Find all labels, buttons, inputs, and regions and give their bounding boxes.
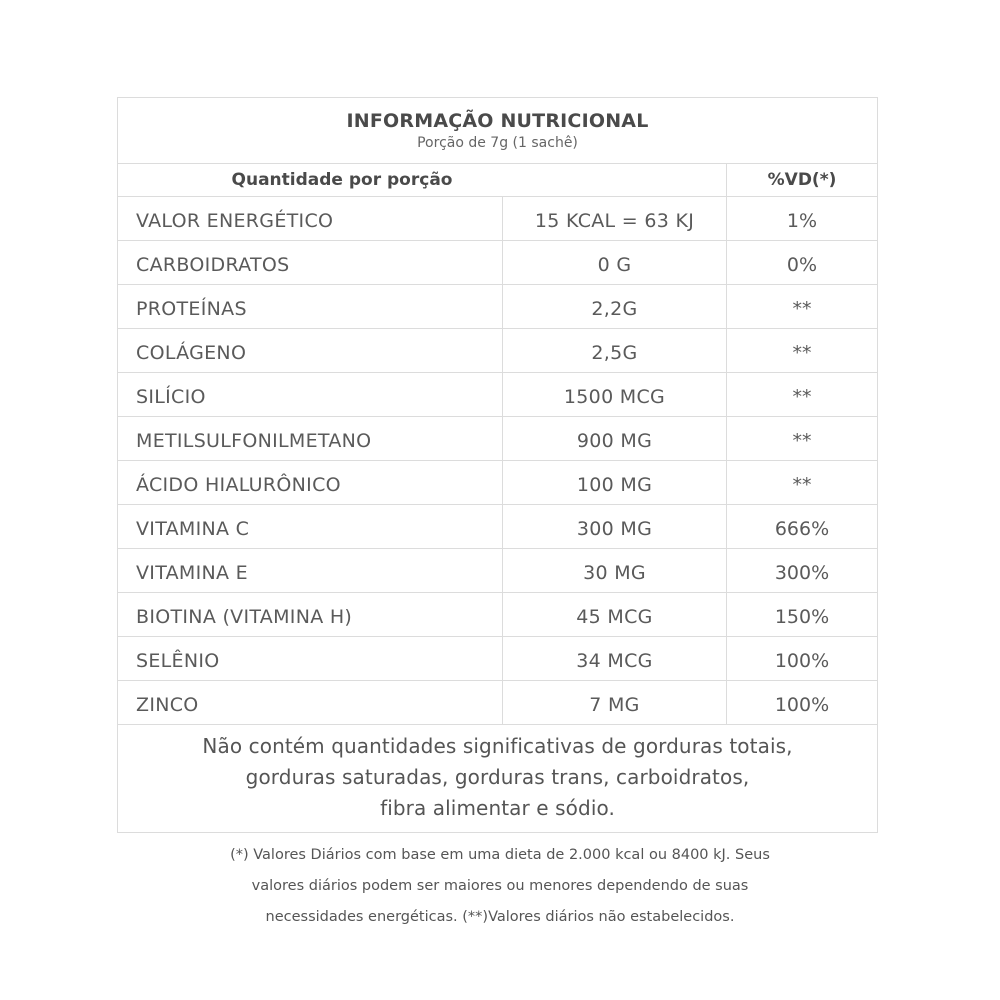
nutrient-name: VALOR ENERGÉTICO <box>118 197 503 240</box>
nutrient-name: SELÊNIO <box>118 637 503 680</box>
table-row <box>118 681 877 725</box>
nutrition-facts-table <box>117 97 878 833</box>
table-row <box>118 373 877 417</box>
nutrient-quantity: 45 MCG <box>503 593 727 636</box>
table-row <box>118 285 877 329</box>
nutrient-quantity: 2,2G <box>503 285 727 328</box>
table-row <box>118 461 877 505</box>
nutrient-name: VITAMINA E <box>118 549 503 592</box>
nutrient-quantity: 0 G <box>503 241 727 284</box>
no-significant-amounts-note <box>118 725 877 832</box>
nutrient-name: PROTEÍNAS <box>118 285 503 328</box>
nutrient-name: SILÍCIO <box>118 373 503 416</box>
nutrient-name: ÁCIDO HIALURÔNICO <box>118 461 503 504</box>
nutrient-daily-value: ** <box>792 474 812 496</box>
table-row <box>118 329 877 373</box>
footnote-line: valores diários podem ser maiores ou menores dependendo de suas <box>251 878 749 894</box>
nutrient-quantity: 7 MG <box>503 681 727 724</box>
nutrient-quantity: 30 MG <box>503 549 727 592</box>
nutrient-name: CARBOIDRATOS <box>118 241 503 284</box>
note-line: gorduras saturadas, gorduras trans, carboidratos, <box>245 765 750 789</box>
column-header-quantity: Quantidade por porção <box>118 164 727 196</box>
table-title-block <box>118 98 877 164</box>
nutrient-name: VITAMINA C <box>118 505 503 548</box>
column-header-daily-value: %VD(*) <box>767 170 837 190</box>
table-row <box>118 241 877 285</box>
table-row <box>118 417 877 461</box>
footnote-line: necessidades energéticas. (**)Valores diários não estabelecidos. <box>265 909 735 925</box>
nutrient-daily-value: 666% <box>774 518 830 540</box>
nutrient-quantity: 900 MG <box>503 417 727 460</box>
nutrient-daily-value: 0% <box>786 254 818 276</box>
nutrient-daily-value: 100% <box>774 650 830 672</box>
serving-size: Porção de 7g (1 sachê) <box>417 135 578 151</box>
table-row <box>118 637 877 681</box>
nutrient-name: METILSULFONILMETANO <box>118 417 503 460</box>
nutrient-daily-value: 1% <box>786 210 818 232</box>
nutrient-name: ZINCO <box>118 681 503 724</box>
nutrient-daily-value: ** <box>792 430 812 452</box>
nutrient-daily-value: 300% <box>774 562 830 584</box>
note-line: Não contém quantidades significativas de gorduras totais, <box>202 734 793 758</box>
table-row <box>118 593 877 637</box>
nutrient-daily-value: ** <box>792 386 812 408</box>
nutrient-daily-value: 150% <box>774 606 830 628</box>
footnote-line: (*) Valores Diários com base em uma dieta de 2.000 kcal ou 8400 kJ. Seus <box>230 847 770 863</box>
nutrient-daily-value: ** <box>792 298 812 320</box>
note-line: fibra alimentar e sódio. <box>380 796 615 820</box>
nutrient-quantity: 15 KCAL = 63 KJ <box>503 197 727 240</box>
nutrient-quantity: 300 MG <box>503 505 727 548</box>
column-header-row <box>118 164 877 197</box>
nutrient-daily-value: 100% <box>774 694 830 716</box>
nutrient-name: BIOTINA (VITAMINA H) <box>118 593 503 636</box>
nutrient-quantity: 34 MCG <box>503 637 727 680</box>
nutrient-quantity: 100 MG <box>503 461 727 504</box>
table-title: INFORMAÇÃO NUTRICIONAL <box>346 110 649 132</box>
table-row <box>118 549 877 593</box>
nutrient-name: COLÁGENO <box>118 329 503 372</box>
table-row <box>118 505 877 549</box>
table-row <box>118 197 877 241</box>
daily-values-footnote <box>110 840 890 933</box>
nutrient-quantity: 2,5G <box>503 329 727 372</box>
nutrient-quantity: 1500 MCG <box>503 373 727 416</box>
nutrient-daily-value: ** <box>792 342 812 364</box>
